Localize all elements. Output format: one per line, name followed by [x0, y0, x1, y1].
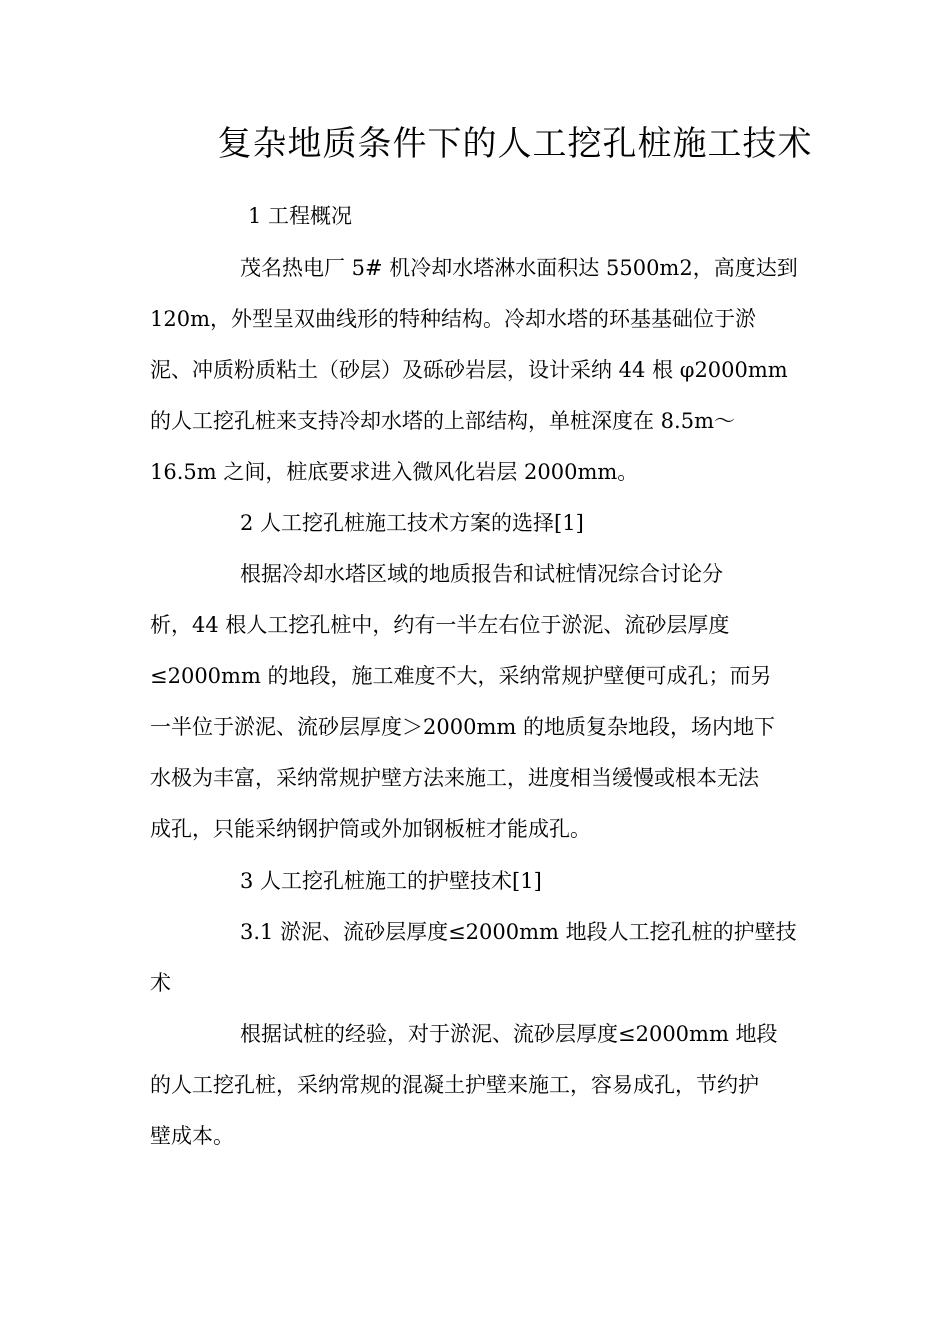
paragraph-line: 茂名热电厂 5# 机冷却水塔淋水面积达 5500m2，高度达到: [240, 256, 798, 280]
section-heading-1: 1 工程概况: [248, 204, 353, 228]
paragraph-line: 析，44 根人工挖孔桩中，约有一半左右位于淤泥、流砂层厚度: [150, 613, 730, 637]
paragraph-line: 成孔，只能采纳钢护筒或外加钢板桩才能成孔。: [150, 817, 591, 841]
paragraph-line: 一半位于淤泥、流砂层厚度＞2000mm 的地质复杂地段，场内地下: [150, 715, 775, 739]
section-heading-3: 3 人工挖孔桩施工的护壁技术[1]: [240, 869, 542, 893]
document-title: 复杂地质条件下的人工挖孔桩施工技术: [217, 124, 813, 164]
paragraph-line: 根据冷却水塔区域的地质报告和试桩情况综合讨论分: [240, 562, 723, 586]
paragraph-line: 壁成本。: [150, 1124, 234, 1148]
subsection-heading-3-1-cont: 术: [150, 971, 171, 995]
paragraph-line: 水极为丰富，采纳常规护壁方法来施工，进度相当缓慢或根本无法: [150, 766, 759, 790]
paragraph-line: 的人工挖孔桩，采纳常规的混凝土护壁来施工，容易成孔，节约护: [150, 1073, 759, 1097]
paragraph-line: 的人工挖孔桩来支持冷却水塔的上部结构，单桩深度在 8.5m～: [150, 409, 735, 433]
paragraph-line: 泥、冲质粉质粘土（砂层）及砾砂岩层，设计采纳 44 根 φ2000mm: [150, 358, 788, 382]
paragraph-line: 16.5m 之间，桩底要求进入微风化岩层 2000mm。: [150, 460, 639, 484]
subsection-heading-3-1: 3.1 淤泥、流砂层厚度≤2000mm 地段人工挖孔桩的护壁技: [240, 920, 797, 944]
paragraph-line: ≤2000mm 的地段，施工难度不大，采纳常规护壁便可成孔；而另: [150, 664, 772, 688]
paragraph-line: 120m，外型呈双曲线形的特种结构。冷却水塔的环基基础位于淤: [150, 307, 756, 331]
section-heading-2: 2 人工挖孔桩施工技术方案的选择[1]: [240, 511, 584, 535]
paragraph-line: 根据试桩的经验，对于淤泥、流砂层厚度≤2000mm 地段: [240, 1022, 778, 1046]
